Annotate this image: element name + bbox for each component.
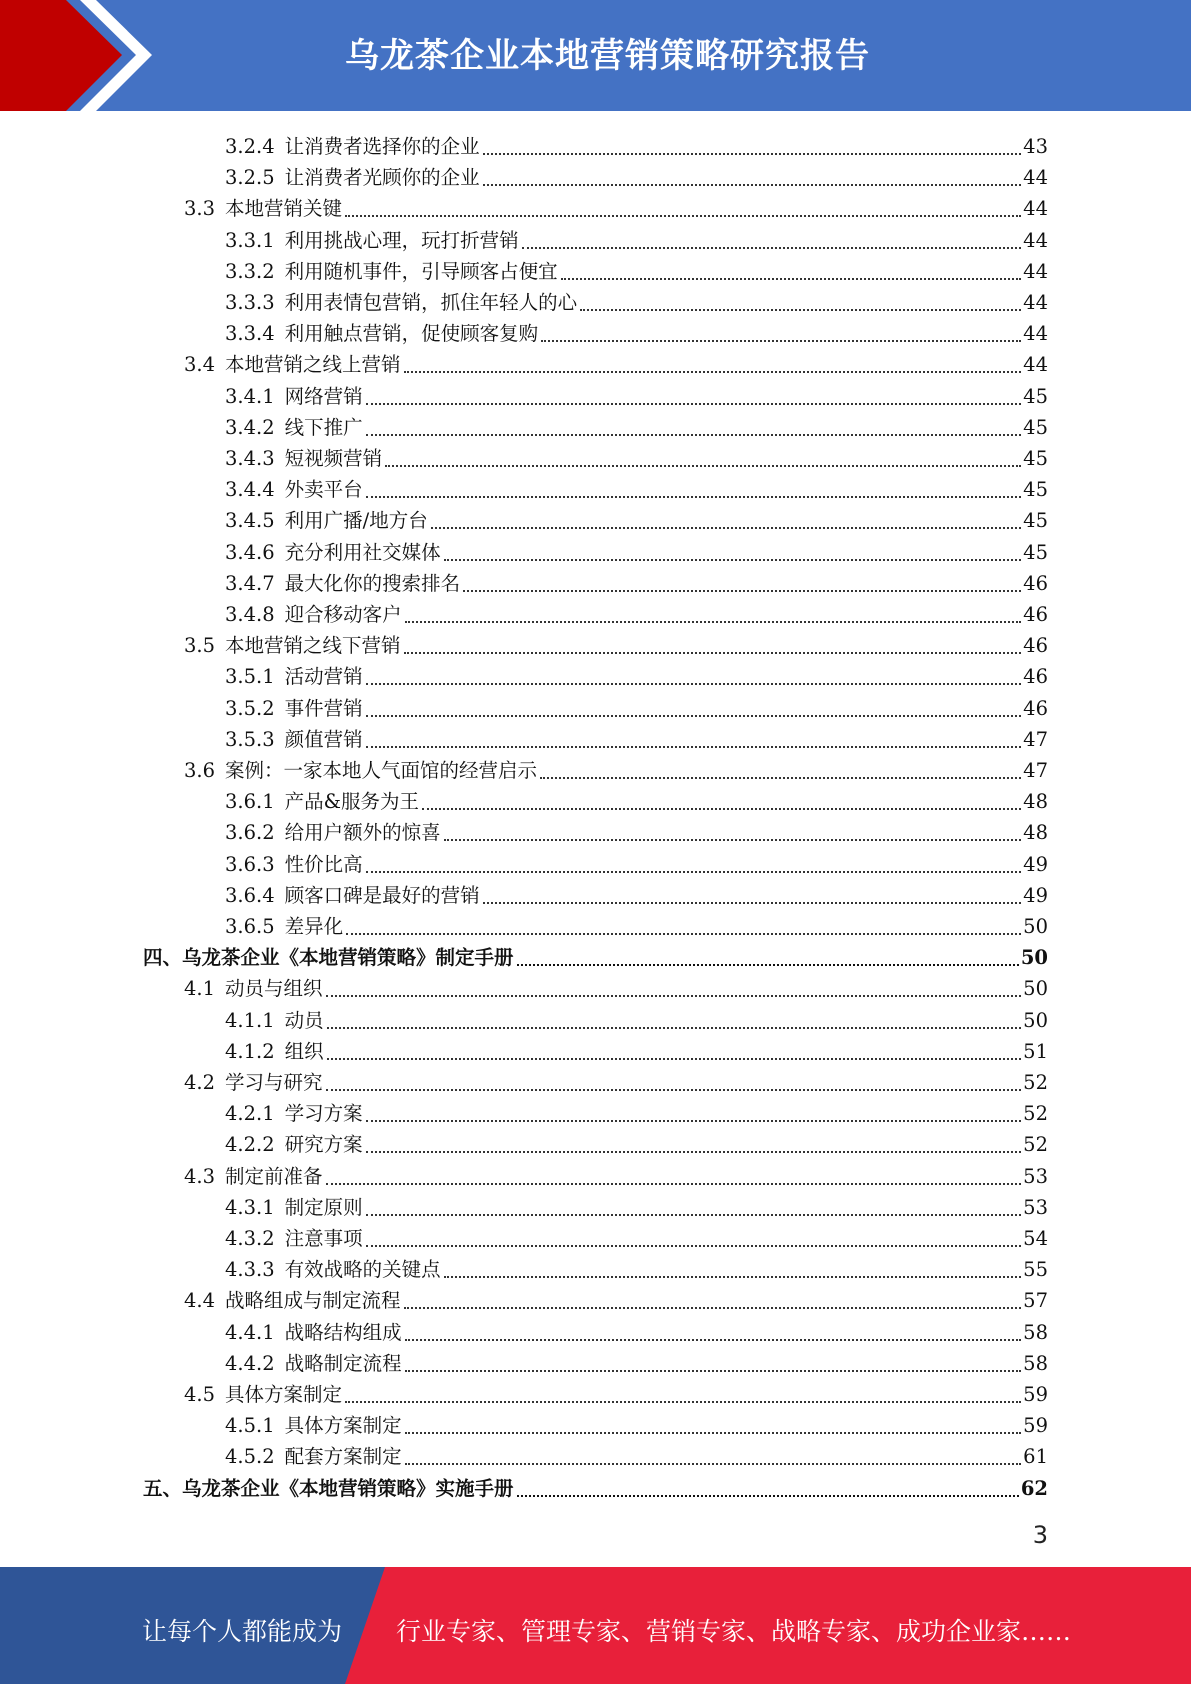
- toc-entry-page: 58: [1023, 1320, 1048, 1344]
- toc-dot-leader: [405, 1338, 1022, 1341]
- toc-entry-title: 迎合移动客户: [284, 603, 402, 626]
- toc-entry-number: 3.2.4: [225, 135, 275, 158]
- toc-entry[interactable]: [225, 502, 1048, 533]
- toc-entry-title: 线下推广: [284, 415, 363, 439]
- toc-entry-title: 有效战略的关键点: [284, 1258, 441, 1282]
- toc-entry[interactable]: [225, 409, 1048, 440]
- page-number: 3: [1032, 1521, 1048, 1549]
- toc-entry-title: 五、乌龙茶企业《本地营销策略》实施手册: [143, 1476, 514, 1500]
- toc-entry[interactable]: [225, 1002, 1048, 1033]
- toc-entry-number: 4.1: [184, 977, 216, 1001]
- toc-entry-page: 50: [1023, 977, 1048, 1001]
- toc-dot-leader: [327, 1057, 1022, 1060]
- toc-entry[interactable]: [225, 877, 1048, 908]
- toc-entry-number: 4.3.3: [225, 1258, 275, 1282]
- toc-entry-page: 45: [1023, 447, 1048, 470]
- toc-entry-title: 制定前准备: [225, 1164, 323, 1188]
- toc-dot-leader: [366, 870, 1022, 873]
- toc-dot-leader: [385, 464, 1021, 467]
- toc-dot-leader: [517, 1494, 1019, 1497]
- toc-entry[interactable]: [143, 939, 1048, 970]
- toc-entry-number: 3.6: [184, 759, 216, 782]
- toc-entry-page: 49: [1023, 883, 1048, 907]
- toc-entry-number: 3.4: [184, 353, 216, 377]
- toc-entry-title: 外卖平台: [284, 478, 363, 502]
- toc-dot-leader: [541, 339, 1021, 342]
- toc-entry-number: 4.3.1: [225, 1195, 275, 1219]
- toc-dot-leader: [405, 1431, 1022, 1434]
- toc-entry[interactable]: [184, 346, 1048, 377]
- toc-entry-number: 3.4.4: [225, 478, 275, 502]
- toc-entry-page: 59: [1023, 1383, 1048, 1406]
- toc-entry[interactable]: [225, 1126, 1048, 1157]
- toc-entry-page: 44: [1023, 353, 1048, 377]
- toc-entry[interactable]: [225, 1438, 1048, 1469]
- toc-dot-leader: [366, 1119, 1022, 1122]
- toc-entry[interactable]: [225, 846, 1048, 877]
- toc-entry-number: 3.4.8: [225, 603, 275, 626]
- toc-entry-page: 44: [1023, 291, 1048, 314]
- toc-entry-page: 50: [1023, 1008, 1048, 1032]
- toc-entry-number: 4.4: [184, 1289, 216, 1313]
- toc-entry-title: 充分利用社交媒体: [284, 540, 441, 564]
- toc-entry-page: 52: [1023, 1102, 1048, 1126]
- toc-entry-number: 3.4.5: [225, 509, 275, 533]
- toc-entry-page: 46: [1023, 634, 1048, 658]
- toc-entry-title: 事件营销: [284, 696, 363, 720]
- toc-entry-page: 48: [1023, 790, 1048, 814]
- toc-entry-number: 3.6.1: [225, 790, 275, 814]
- toc-entry-page: 50: [1023, 915, 1048, 938]
- toc-entry-page: 50: [1020, 946, 1048, 970]
- toc-entry-title: 活动营销: [284, 665, 363, 689]
- toc-entry-page: 44: [1023, 197, 1048, 221]
- toc-dot-leader: [346, 932, 1021, 935]
- toc-entry-page: 45: [1023, 509, 1048, 533]
- toc-entry-number: 3.4.2: [225, 415, 275, 439]
- toc-entry-title: 本地营销之线上营销: [225, 353, 401, 377]
- toc-entry-page: 45: [1023, 384, 1048, 408]
- toc-entry[interactable]: [184, 1064, 1048, 1095]
- toc-entry[interactable]: [225, 721, 1048, 752]
- toc-entry-title: 战略制定流程: [284, 1351, 402, 1375]
- toc-entry-title: 研究方案: [284, 1133, 363, 1157]
- toc-entry[interactable]: [225, 534, 1048, 565]
- toc-entry-page: 44: [1023, 322, 1048, 346]
- toc-entry-title: 短视频营销: [284, 447, 383, 470]
- toc-dot-leader: [422, 807, 1021, 810]
- toc-dot-leader: [366, 1244, 1022, 1247]
- toc-entry-title: 利用随机事件，引导顾客占便宜: [284, 259, 558, 283]
- toc-entry-title: 具体方案制定: [284, 1414, 402, 1438]
- toc-dot-leader: [404, 370, 1022, 373]
- toc-entry-page: 52: [1023, 1071, 1048, 1094]
- footer-band: [0, 1567, 1191, 1684]
- toc-entry-title: 注意事项: [284, 1227, 363, 1250]
- toc-entry[interactable]: [225, 378, 1048, 409]
- toc-entry-title: 产品&服务为王: [284, 790, 419, 814]
- toc-dot-leader: [444, 1275, 1022, 1278]
- toc-entry-number: 4.1.1: [225, 1008, 275, 1032]
- toc-entry-page: 57: [1023, 1289, 1048, 1313]
- toc-entry[interactable]: [225, 315, 1048, 346]
- toc-dot-leader: [522, 246, 1022, 249]
- toc-entry-number: 3.4.1: [225, 384, 275, 408]
- toc-dot-leader: [366, 433, 1022, 436]
- toc-entry-number: 4.4.2: [225, 1351, 275, 1375]
- toc-entry-title: 本地营销关键: [225, 197, 343, 221]
- toc-entry-title: 性价比高: [284, 852, 363, 876]
- toc-entry-page: 62: [1020, 1476, 1048, 1500]
- toc-entry[interactable]: [225, 253, 1048, 284]
- toc-entry-number: 3.3.3: [225, 291, 275, 314]
- toc-dot-leader: [483, 901, 1022, 904]
- toc-entry-page: 49: [1023, 852, 1048, 876]
- toc-entry-number: 4.5.2: [225, 1445, 275, 1469]
- toc-entry-title: 战略结构组成: [284, 1320, 402, 1344]
- toc-entry-number: 3.3.4: [225, 322, 275, 346]
- toc-entry[interactable]: [225, 783, 1048, 814]
- toc-entry-page: 55: [1023, 1258, 1048, 1282]
- toc-entry[interactable]: [225, 1407, 1048, 1438]
- toc-dot-leader: [366, 745, 1022, 748]
- toc-entry-title: 四、乌龙茶企业《本地营销策略》制定手册: [143, 946, 514, 970]
- toc-entry-title: 颜值营销: [284, 727, 363, 751]
- toc-dot-leader: [404, 1306, 1022, 1309]
- toc-entry-title: 利用触点营销，促使顾客复购: [284, 322, 539, 346]
- toc-entry-title: 制定原则: [284, 1195, 363, 1219]
- toc-entry-number: 3.6.2: [225, 821, 275, 845]
- toc-dot-leader: [366, 402, 1022, 405]
- toc-entry-title: 利用表情包营销，抓住年轻人的心: [284, 291, 578, 314]
- toc-dot-leader: [463, 589, 1021, 592]
- toc-entry[interactable]: [184, 1376, 1048, 1407]
- toc-dot-leader: [404, 651, 1022, 654]
- toc-entry[interactable]: [225, 1345, 1048, 1376]
- toc-entry-number: 4.2.1: [225, 1102, 275, 1126]
- toc-dot-leader: [517, 963, 1019, 966]
- toc-dot-leader: [327, 1026, 1022, 1029]
- toc-dot-leader: [431, 526, 1021, 529]
- toc-entry[interactable]: [184, 1282, 1048, 1313]
- toc-entry[interactable]: [184, 1158, 1048, 1189]
- toc-entry-page: 53: [1023, 1195, 1048, 1219]
- toc-dot-leader: [345, 1400, 1021, 1403]
- toc-entry-page: 52: [1023, 1133, 1048, 1157]
- toc-entry-page: 59: [1023, 1414, 1048, 1438]
- toc-entry-title: 本地营销之线下营销: [225, 634, 401, 658]
- toc-dot-leader: [580, 308, 1021, 311]
- toc-entry[interactable]: [225, 565, 1048, 596]
- toc-entry-number: 4.3: [184, 1164, 216, 1188]
- toc-entry-page: 45: [1023, 540, 1048, 564]
- toc-entry-title: 动员与组织: [225, 977, 323, 1001]
- toc-dot-leader: [405, 1462, 1022, 1465]
- toc-dot-leader: [444, 558, 1022, 561]
- toc-dot-leader: [366, 495, 1022, 498]
- toc-entry-title: 学习方案: [284, 1102, 363, 1126]
- toc-entry-number: 4.4.1: [225, 1320, 275, 1344]
- toc-dot-leader: [366, 1150, 1022, 1153]
- toc-entry-page: 44: [1023, 228, 1048, 252]
- toc-entry-number: 3.3.1: [225, 228, 275, 252]
- toc-entry-title: 让消费者选择你的企业: [284, 135, 480, 158]
- toc-entry[interactable]: [225, 1220, 1048, 1251]
- toc-entry-title: 网络营销: [284, 384, 363, 408]
- toc-entry-title: 动员: [284, 1008, 324, 1032]
- toc-entry[interactable]: [184, 970, 1048, 1001]
- toc-entry-number: 4.1.2: [225, 1039, 275, 1063]
- toc-entry-number: 4.3.2: [225, 1227, 275, 1250]
- toc-entry-number: 3.5.3: [225, 727, 275, 751]
- toc-entry-page: 51: [1023, 1039, 1048, 1063]
- toc-entry-number: 3.3: [184, 197, 216, 221]
- toc-entry-title: 让消费者光顾你的企业: [284, 166, 480, 190]
- toc-entry-title: 案例：一家本地人气面馆的经营启示: [225, 759, 538, 782]
- toc-entry-page: 58: [1023, 1351, 1048, 1375]
- toc-entry-number: 4.5.1: [225, 1414, 275, 1438]
- toc-entry-page: 43: [1023, 135, 1048, 158]
- toc-dot-leader: [483, 152, 1022, 155]
- toc-entry-number: 3.6.3: [225, 852, 275, 876]
- toc-dot-leader: [405, 620, 1022, 623]
- toc-entry-page: 54: [1023, 1227, 1048, 1250]
- toc-entry-page: 46: [1023, 571, 1048, 595]
- toc-entry[interactable]: [184, 190, 1048, 221]
- toc-entry[interactable]: [225, 1251, 1048, 1282]
- toc-dot-leader: [405, 1369, 1022, 1372]
- toc-entry-page: 44: [1023, 166, 1048, 190]
- toc-dot-leader: [326, 994, 1022, 997]
- toc-entry-number: 3.4.7: [225, 571, 275, 595]
- toc-entry[interactable]: [184, 752, 1048, 783]
- toc-entry-page: 44: [1023, 259, 1048, 283]
- toc-entry-number: 4.5: [184, 1383, 216, 1406]
- footer-slogan-left: 让每个人都能成为: [142, 1617, 343, 1646]
- toc-dot-leader: [366, 1213, 1022, 1216]
- toc-entry-number: 3.6.5: [225, 915, 275, 938]
- toc-entry[interactable]: [225, 440, 1048, 471]
- toc-entry[interactable]: [225, 1314, 1048, 1345]
- toc-entry[interactable]: [225, 128, 1048, 159]
- toc-dot-leader: [483, 183, 1022, 186]
- toc-entry[interactable]: [225, 658, 1048, 689]
- toc-entry-page: 45: [1023, 415, 1048, 439]
- toc-entry-page: 53: [1023, 1164, 1048, 1188]
- toc-entry[interactable]: [225, 1095, 1048, 1126]
- toc-entry[interactable]: [225, 596, 1048, 627]
- toc-entry-title: 利用广播/地方台: [284, 509, 428, 533]
- toc-entry-number: 3.2.5: [225, 166, 275, 190]
- toc-entry-number: 4.2.2: [225, 1133, 275, 1157]
- toc-entry-number: 3.5: [184, 634, 216, 658]
- toc-entry[interactable]: [225, 159, 1048, 190]
- toc-entry[interactable]: [225, 690, 1048, 721]
- toc-entry-page: 48: [1023, 821, 1048, 845]
- toc-dot-leader: [345, 214, 1021, 217]
- toc-entry-title: 给用户额外的惊喜: [284, 821, 441, 845]
- toc-entry-page: 45: [1023, 478, 1048, 502]
- toc-entry-number: 3.5.2: [225, 696, 275, 720]
- toc-entry-title: 最大化你的搜索排名: [284, 571, 461, 595]
- toc-entry-page: 47: [1023, 727, 1048, 751]
- toc-entry[interactable]: [225, 284, 1048, 315]
- toc-entry-page: 61: [1023, 1445, 1048, 1469]
- toc-entry-title: 配套方案制定: [284, 1445, 402, 1469]
- toc-entry-page: 47: [1023, 759, 1048, 782]
- toc-entry-number: 4.2: [184, 1071, 216, 1094]
- toc-entry-title: 战略组成与制定流程: [225, 1289, 401, 1313]
- toc-entry[interactable]: [225, 471, 1048, 502]
- toc-entry-number: 3.5.1: [225, 665, 275, 689]
- toc-dot-leader: [540, 776, 1021, 779]
- toc-entry-number: 3.4.3: [225, 447, 275, 470]
- toc-entry-title: 顾客口碑是最好的营销: [284, 883, 480, 907]
- toc-entry-title: 组织: [284, 1039, 324, 1063]
- toc-entry-number: 3.6.4: [225, 883, 275, 907]
- toc-entry-title: 具体方案制定: [225, 1383, 343, 1406]
- toc-entry-page: 46: [1023, 665, 1048, 689]
- footer-slogan-right: 行业专家、管理专家、营销专家、战略专家、成功企业家……: [396, 1617, 1072, 1646]
- toc-dot-leader: [561, 277, 1022, 280]
- toc-entry[interactable]: [225, 1033, 1048, 1064]
- toc-dot-leader: [326, 1182, 1022, 1185]
- toc-entry-number: 3.4.6: [225, 540, 275, 564]
- toc-entry[interactable]: [225, 814, 1048, 845]
- toc-entry[interactable]: [225, 908, 1048, 939]
- header-band: [0, 0, 1191, 111]
- toc-entry-page: 46: [1023, 603, 1048, 626]
- toc-dot-leader: [366, 714, 1022, 717]
- toc-entry-title: 学习与研究: [225, 1071, 323, 1094]
- toc-entry[interactable]: [225, 222, 1048, 253]
- toc-dot-leader: [366, 682, 1022, 685]
- toc-entry-title: 差异化: [284, 915, 344, 938]
- toc-entry[interactable]: [184, 627, 1048, 658]
- toc-entry[interactable]: [225, 1189, 1048, 1220]
- toc-entry-title: 利用挑战心理，玩打折营销: [284, 228, 519, 252]
- page-title: 乌龙茶企业本地营销策略研究报告: [345, 36, 870, 76]
- toc-dot-leader: [326, 1088, 1022, 1091]
- toc-entry-number: 3.3.2: [225, 259, 275, 283]
- toc-entry[interactable]: [143, 1470, 1048, 1501]
- toc-entry-page: 46: [1023, 696, 1048, 720]
- toc-dot-leader: [444, 838, 1022, 841]
